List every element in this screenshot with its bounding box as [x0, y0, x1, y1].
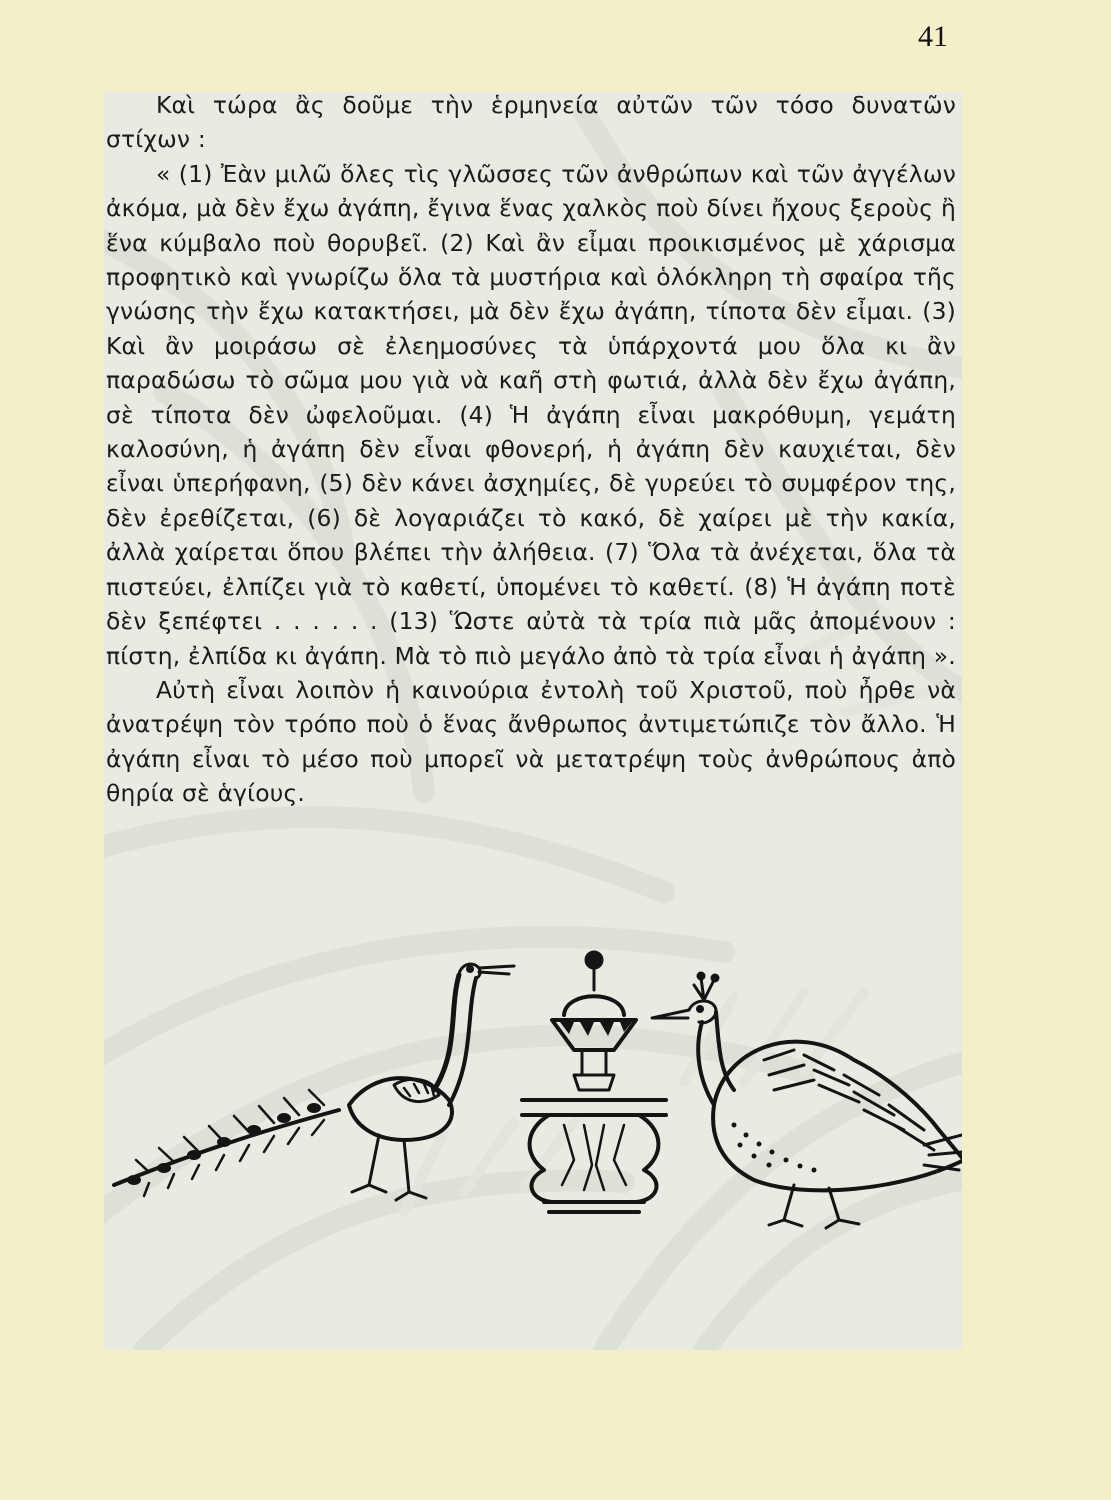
paragraph: Αὐτὴ εἶναι λοιπὸν ἡ καινούρια ἐντολὴ τοῦ Χριστοῦ, ποὺ ἦρθε νὰ ἀνατρέψη τὸν τρόπο ποὺ ὁ ἕνας ἄνθρωπος ἀντιμετώπιζε τὸν ἄλλο. Ἡ ἀγάπη εἶναι τὸ μέσο ποὺ μπορεῖ νὰ μετατρέψη τοὺς ἀνθρώπους ἀπὸ θηρία σὲ ἁγίους.	[106, 675, 956, 808]
paragraph: Καὶ τώρα ἂς δοῦμε τὴν ἑρμηνεία αὐτῶν τῶν τόσο δυνατῶν στίχων :	[106, 91, 956, 154]
left-peacock-icon	[114, 964, 514, 1200]
body-text	[106, 88, 956, 811]
page-number: 41	[918, 20, 948, 53]
fountain-icon	[522, 952, 666, 1212]
right-peacock-icon	[652, 973, 962, 1228]
peacocks-fountain-illustration	[104, 930, 962, 1230]
paragraph-quote: « (1) Ἐὰν μιλῶ ὅλες τὶς γλῶσσες τῶν ἀνθρώπων καὶ τῶν ἀγγέλων ἀκόμα, μὰ δὲν ἔχω ἀγάπη, ἔγινα ἕνας χαλκὸς ποὺ δίνει ἤχους ξεροὺς ἢ ἕνα κύμβαλο ποὺ θορυβεῖ. (2) Καὶ ἂν εἶμαι προικισμένος μὲ χάρισμα προφητικὸ καὶ γνωρίζω ὅλα τὰ μυστήρια καὶ ὁλόκληρη τὴ σφαίρα τῆς γνώσης τὴν ἔχω κατακτήσει, μὰ δὲν ἔχω ἀγάπη, τίποτα δὲν εἶμαι. (3) Καὶ ἂν μοιράσω σὲ ἐλεημοσύνες τὰ ὑπάρχοντά μου ὅλα κι ἂν παραδώσω τὸ σῶμα μου γιὰ νὰ καῆ στὴ φωτιά, ἀλλὰ δὲν ἔχω ἀγάπη, σὲ τίποτα δὲν ὠφελοῦμαι. (4) Ἡ ἀγάπη εἶναι μακρόθυμη, γεμάτη καλοσύνη, ἡ ἀγάπη δὲν εἶναι φθονερή, ἡ ἀγάπη δὲν καυχιέται, δὲν εἶναι ὑπερήφανη, (5) δὲν κάνει ἀσχημίες, δὲ γυρεύει τὸ συμφέρον της, δὲν ἐρεθίζεται, (6) δὲ λογαριάζει τὸ κακό, δὲ χαίρει μὲ τὴν κακία, ἀλλὰ χαίρεται ὅπου βλέπει τὴν ἀλήθεια. (7) Ὅλα τὰ ἀνέχεται, ὅλα τὰ πιστεύει, ἐλπίζει γιὰ τὸ καθετί, ὑπομένει τὸ καθετί. (8) Ἡ ἀγάπη ποτὲ δὲν ξεπέφτει . . . . . . (13) Ὥστε αὐτὰ τὰ τρία πιὰ μᾶς ἀπομένουν : πίστη, ἐλπίδα κι ἀγάπη. Μὰ τὸ πιὸ μεγάλο ἀπὸ τὰ τρία εἶναι ἡ ἀγάπη ».	[106, 159, 956, 670]
